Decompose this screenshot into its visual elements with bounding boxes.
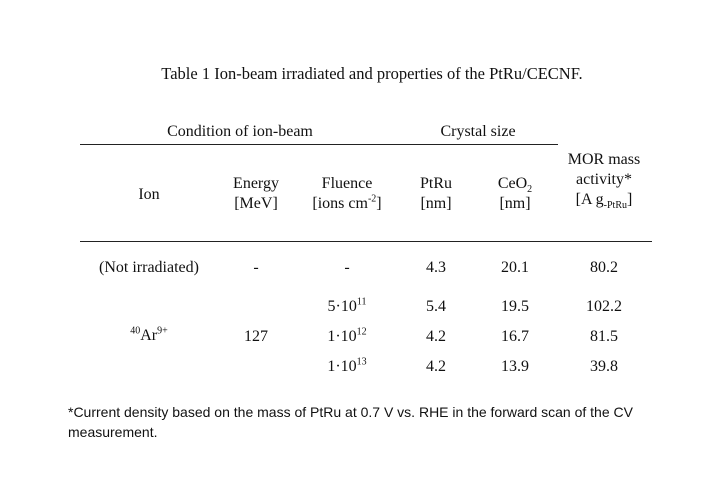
col-header-ptru-line2: [nm]: [420, 195, 452, 212]
col-header-ceo2-line2: [nm]: [499, 195, 531, 212]
row0-ion: (Not irradiated): [99, 259, 199, 276]
fluence-unit-bracket: ]: [376, 195, 382, 212]
row2-mor: 81.5: [590, 328, 618, 345]
row2-ceo2: 16.7: [501, 328, 529, 345]
row2-fluence-exp: 12: [356, 326, 367, 338]
col-header-mor-line2: activity*: [576, 171, 632, 188]
row0-mor: 80.2: [590, 259, 618, 276]
row1-fluence: [328, 297, 367, 317]
table-footnote: *Current density based on the mass of PtRu at 0.7 V vs. RHE in the forward scan of the CV measurement.: [68, 404, 633, 440]
fluence-unit-exponent: -2: [367, 193, 377, 205]
col-header-fluence-line2: [312, 194, 381, 214]
mor-unit-bracket: ]: [627, 191, 633, 208]
group-header-crystal-size: Crystal size: [440, 123, 516, 140]
col-header-mor-line3: [568, 190, 640, 210]
ar-energy: 127: [244, 328, 268, 345]
col-header-energy: [233, 174, 279, 214]
col-header-ceo2: [498, 174, 532, 214]
row3-ptru: 4.2: [426, 358, 446, 375]
mor-unit-text: [A g: [575, 191, 604, 208]
row0-fluence: [344, 258, 349, 278]
col-header-ion: Ion: [138, 186, 160, 203]
group-header-condition: Condition of ion-beam: [167, 123, 313, 140]
header-rule: [80, 241, 652, 242]
ceo2-subscript: 2: [527, 184, 533, 196]
row3-fluence-base: 1·10: [327, 358, 357, 375]
col-header-ptru-line1: PtRu: [419, 175, 453, 192]
row1-ptru: 5.4: [426, 298, 446, 315]
col-header-fluence: [312, 174, 381, 214]
ar-mass-number: 40: [130, 325, 141, 337]
row2-ptru: 4.2: [426, 328, 446, 345]
row3-fluence: [327, 357, 366, 377]
row0-fluence-base: -: [344, 259, 350, 276]
ar-charge: 9+: [157, 325, 168, 337]
col-header-mor: [568, 150, 640, 210]
fluence-unit-text: [ions cm: [312, 195, 368, 212]
col-header-energy-line1: Energy: [233, 175, 279, 192]
row2-fluence-base: 1·10: [327, 328, 357, 345]
row3-ceo2: 13.9: [501, 358, 529, 375]
row3-fluence-exp: 13: [356, 356, 367, 368]
row1-mor: 102.2: [586, 298, 622, 315]
top-rule: [80, 144, 558, 145]
row0-ceo2: 20.1: [501, 259, 529, 276]
col-header-energy-line2: [MeV]: [234, 195, 278, 212]
col-header-ceo2-line1: [498, 174, 532, 194]
row2-fluence: [327, 327, 366, 347]
ar-symbol: Ar: [140, 327, 158, 344]
ceo2-formula: CeO: [497, 175, 528, 192]
col-header-fluence-line1: Fluence: [321, 175, 373, 192]
table-caption: Table 1 Ion-beam irradiated and properties of the PtRu/CECNF.: [161, 64, 583, 83]
col-header-mor-line1: MOR mass: [567, 151, 641, 168]
row1-ceo2: 19.5: [501, 298, 529, 315]
row1-fluence-exp: 11: [356, 296, 367, 308]
row0-ptru: 4.3: [426, 259, 446, 276]
row3-mor: 39.8: [590, 358, 618, 375]
row1-fluence-base: 5·10: [327, 298, 357, 315]
col-header-ptru: [420, 174, 452, 214]
row0-energy: -: [253, 259, 259, 276]
ar-ion-label: [130, 326, 168, 346]
mor-unit-subscript: -PtRu: [603, 200, 628, 212]
